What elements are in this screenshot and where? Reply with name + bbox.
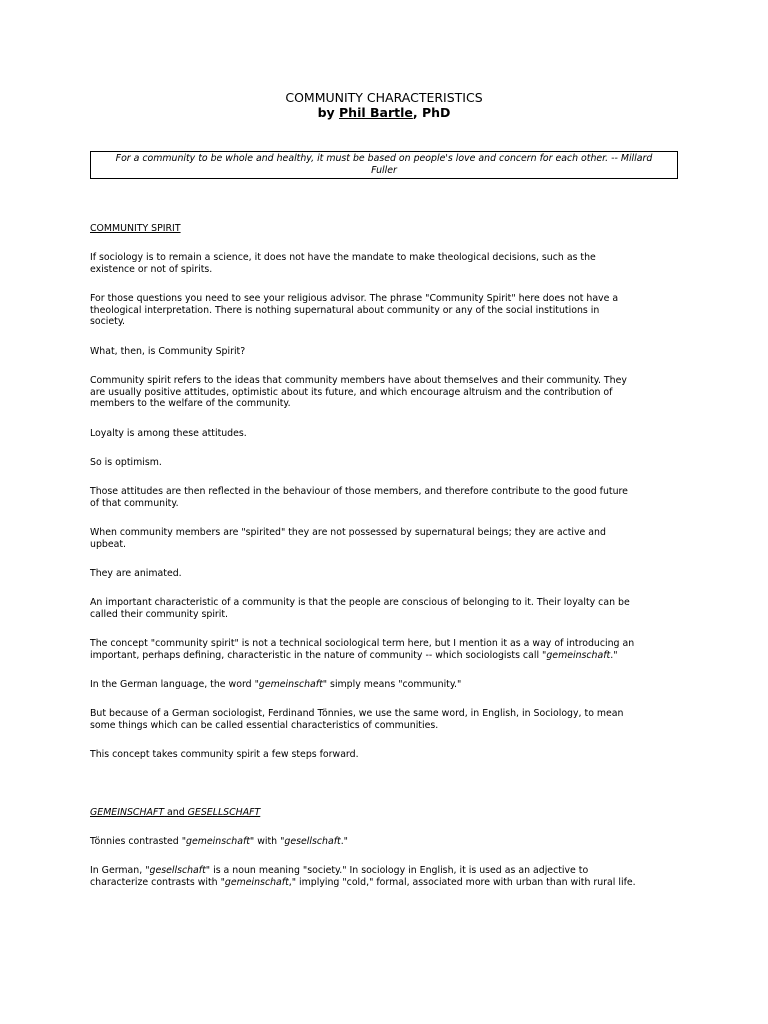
text-run: Tönnies contrasted " xyxy=(90,836,187,847)
text-run: ." xyxy=(610,649,618,661)
italic-term: gesellschaft xyxy=(284,836,341,847)
paragraph: Loyalty is among these attitudes. xyxy=(90,428,247,439)
author-link[interactable]: Phil Bartle xyxy=(339,105,413,120)
paragraph: They are animated. xyxy=(90,568,182,579)
paragraph-line: For those questions you need to see your religious advisor. The phrase "Community Spirit" here does not have a xyxy=(90,293,619,304)
paragraph xyxy=(90,252,680,275)
paragraph-line: of that community. xyxy=(90,497,179,509)
paragraph-line: But because of a German sociologist, Ferdinand Tönnies, we use the same word, in English, in Sociology, to mean xyxy=(90,708,624,719)
italic-term: gemeinschaft xyxy=(186,836,250,847)
section-heading-community-spirit: COMMUNITY SPIRIT xyxy=(90,223,181,234)
quote-line-2: Fuller xyxy=(371,165,397,176)
by-suffix: , PhD xyxy=(412,105,451,120)
paragraph xyxy=(90,708,680,731)
quote-line-1: For a community to be whole and healthy, it must be based on people's love and concern for each other. -- Millard xyxy=(115,153,653,164)
paragraph-line: If sociology is to remain a science, it does not have the mandate to make theological decisions, such as the xyxy=(90,252,596,263)
paragraph: So is optimism. xyxy=(90,457,162,468)
paragraph-line: society. xyxy=(90,316,126,328)
paragraph-line: Those attitudes are then reflected in the behaviour of those members, and therefore contribute to the good future xyxy=(90,486,628,497)
paragraph-line: upbeat. xyxy=(90,538,127,550)
italic-term: gemeinschaft xyxy=(258,679,323,690)
paragraph xyxy=(90,486,680,509)
paragraph-line xyxy=(90,650,680,662)
epigraph-quote xyxy=(90,151,678,179)
paragraph-line xyxy=(90,865,680,877)
text-run: In the German language, the word " xyxy=(90,679,259,690)
italic-term: GESELLSCHAFT xyxy=(187,807,261,818)
paragraph xyxy=(90,597,680,620)
text-run: " is a noun meaning "society." In sociology in English, it is used as an adjective to xyxy=(205,865,589,876)
paragraph-line: are usually positive attitudes, optimistic about its future, and which encourage altruism and the contribution of xyxy=(90,386,613,398)
paragraph xyxy=(90,293,680,328)
italic-term: gemeinschaft xyxy=(224,876,289,888)
by-prefix: by xyxy=(317,105,340,120)
document-title: COMMUNITY CHARACTERISTICS xyxy=(285,90,483,105)
paragraph-line: some things which can be called essential characteristics of communities. xyxy=(90,719,439,731)
text-run: ," implying "cold," formal, associated more with urban than with rural life. xyxy=(288,876,636,888)
paragraph-line: Community spirit refers to the ideas that community members have about themselves and their community. They xyxy=(90,375,627,386)
text-run: and xyxy=(164,807,188,818)
text-run: characterize contrasts with " xyxy=(90,876,225,888)
paragraph xyxy=(90,527,680,550)
paragraph-line: The concept "community spirit" is not a technical sociological term here, but I mention it as a way of introducing an xyxy=(90,638,635,649)
paragraph-line: existence or not of spirits. xyxy=(90,263,213,275)
section-heading-gemeinschaft xyxy=(90,807,680,819)
text-run: " with " xyxy=(249,836,285,847)
paragraph-line: When community members are "spirited" they are not possessed by supernatural beings; they are active and xyxy=(90,527,606,538)
paragraph xyxy=(90,836,680,848)
paragraph xyxy=(90,638,680,661)
italic-term: gemeinschaft xyxy=(546,649,611,661)
paragraph xyxy=(90,679,680,691)
text-run: " simply means "community." xyxy=(322,679,462,690)
italic-term: gesellschaft xyxy=(149,865,206,876)
paragraph-line: called their community spirit. xyxy=(90,608,229,620)
italic-term: GEMEINSCHAFT xyxy=(90,807,165,818)
author-line xyxy=(0,105,768,121)
text-run: important, perhaps defining, characteristic in the nature of community -- which sociologists call " xyxy=(90,649,547,661)
text-run: In German, " xyxy=(90,865,150,876)
paragraph-line: theological interpretation. There is nothing supernatural about community or any of the social institutions in xyxy=(90,304,600,316)
text-run: ." xyxy=(340,836,348,847)
paragraph-line: An important characteristic of a community is that the people are conscious of belonging to it. Their loyalty can be xyxy=(90,597,630,608)
paragraph xyxy=(90,375,680,410)
paragraph: What, then, is Community Spirit? xyxy=(90,346,246,357)
paragraph: This concept takes community spirit a few steps forward. xyxy=(90,749,359,760)
paragraph xyxy=(90,865,680,888)
paragraph-line: members to the welfare of the community. xyxy=(90,398,291,410)
paragraph-line xyxy=(90,877,680,889)
